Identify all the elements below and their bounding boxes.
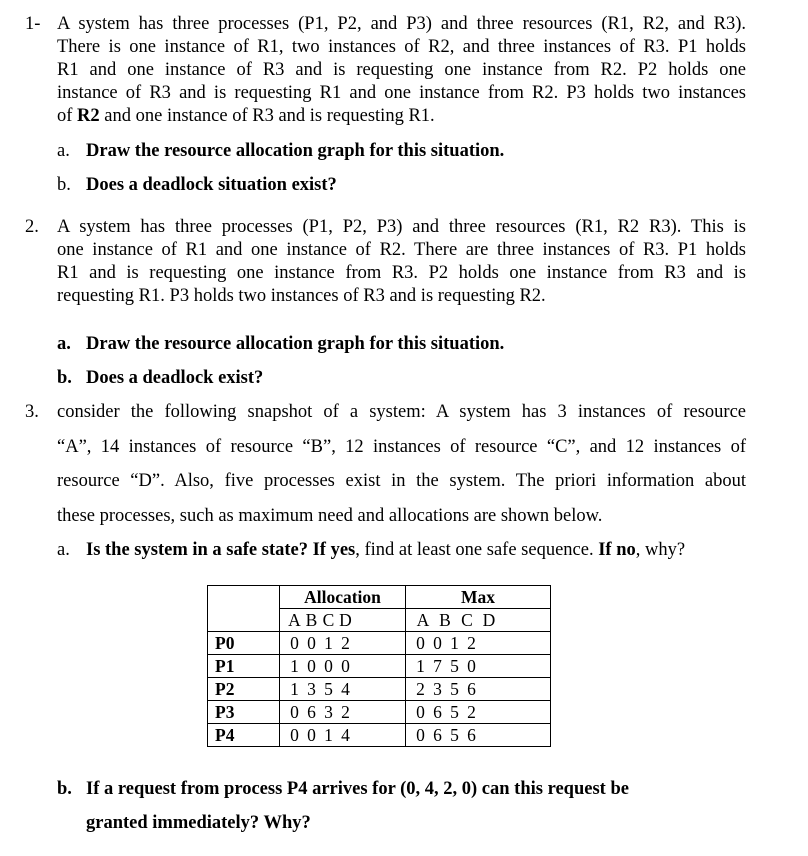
q3-a-text: Is the system in a safe state? If yes, find at least one safe sequence. If no, why? — [86, 540, 686, 560]
q2-number: 2. — [25, 217, 39, 237]
q2-b-text: Does a deadlock exist? — [86, 368, 264, 388]
allocation-header: Allocation — [280, 586, 406, 609]
q2-line-2: one instance of R1 and one instance of R2. There are three instances of R3. P1 holds — [57, 240, 746, 260]
q3-line-4: these processes, such as maximum need and allocations are shown below. — [57, 506, 603, 526]
q3-b-marker: b. — [57, 779, 72, 799]
q1-line-4: instance of R3 and is requesting R1 and one instance from R2. P3 holds two instances — [57, 83, 746, 103]
q3-a-marker: a. — [57, 540, 70, 560]
q1-line-1: A system has three processes (P1, P2, and P3) and three resources (R1, R2, and R3). — [57, 14, 746, 34]
q2-line-3: R1 and is requesting one instance from R3. P2 holds one instance from R3 and is — [57, 263, 746, 283]
q1-line-3: R1 and one instance of R3 and is requesting one instance from R2. P2 holds one — [57, 60, 746, 80]
max-columns: A B C D — [416, 610, 496, 630]
table-row: P0 0 0 1 2 0 0 1 2 — [208, 632, 551, 655]
q1-a-text: Draw the resource allocation graph for this situation. — [86, 141, 505, 161]
table-row: P3 0 6 3 2 0 6 5 2 — [208, 701, 551, 724]
q1-line-5: of R2 and one instance of R3 and is requesting R1. — [57, 106, 435, 126]
allocation-columns: A B C D — [288, 610, 352, 630]
q2-a-text: Draw the resource allocation graph for this situation. — [86, 334, 505, 354]
q2-b-marker: b. — [57, 368, 72, 388]
q1-b-text: Does a deadlock situation exist? — [86, 175, 337, 195]
snapshot-table — [207, 585, 551, 747]
q1-number: 1- — [25, 14, 41, 34]
q1-a-marker: a. — [57, 141, 70, 161]
table-row: P1 1 0 0 0 1 7 5 0 — [208, 655, 551, 678]
q3-number: 3. — [25, 402, 39, 422]
q3-line-3: resource “D”. Also, five processes exist in the system. The priori information about — [57, 471, 746, 491]
q2-a-marker: a. — [57, 334, 71, 354]
table-row: P4 0 0 1 4 0 6 5 6 — [208, 724, 551, 747]
q1-b-marker: b. — [57, 175, 71, 195]
q3-b-line-2: granted immediately? Why? — [86, 813, 311, 833]
q3-line-1: consider the following snapshot of a system: A system has 3 instances of resource — [57, 402, 746, 422]
q2-line-1: A system has three processes (P1, P2, P3) and three resources (R1, R2 R3). This is — [57, 217, 746, 237]
q2-line-4: requesting R1. P3 holds two instances of R3 and is requesting R2. — [57, 286, 546, 306]
q1-line-2: There is one instance of R1, two instances of R2, and three instances of R3. P1 holds — [57, 37, 746, 57]
max-header: Max — [406, 586, 551, 609]
q3-line-2: “A”, 14 instances of resource “B”, 12 instances of resource “C”, and 12 instances of — [57, 437, 746, 457]
table-row: P2 1 3 5 4 2 3 5 6 — [208, 678, 551, 701]
q3-b-line-1: If a request from process P4 arrives for (0, 4, 2, 0) can this request be — [86, 779, 629, 799]
